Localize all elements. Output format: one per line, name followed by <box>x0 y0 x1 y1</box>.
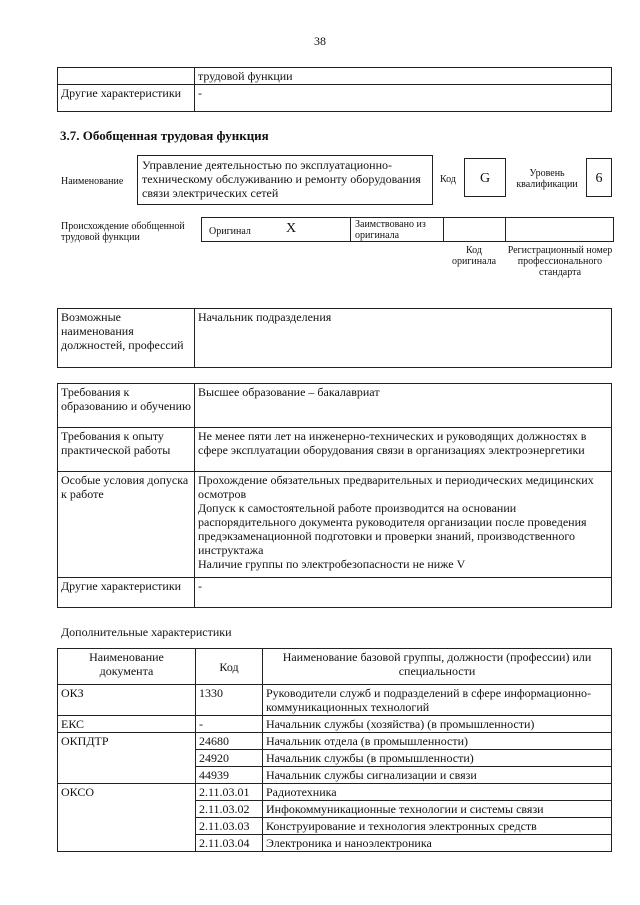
section-title: 3.7. Обобщенная трудовая функция <box>60 128 269 143</box>
header-cell: Код <box>196 649 263 685</box>
header-cell: Наименование документа <box>58 649 196 685</box>
name-cell: Радиотехника <box>263 784 612 801</box>
top-table-label: Другие характеристики <box>58 85 195 112</box>
code-cell: 2.11.03.01 <box>196 784 263 801</box>
name-cell: Электроника и наноэлектроника <box>263 835 612 852</box>
code-cell: 24920 <box>196 750 263 767</box>
top-table-value: - <box>195 85 612 112</box>
original-mark: X <box>286 221 297 236</box>
code-cell: 2.11.03.02 <box>196 801 263 818</box>
code-label: Код <box>440 174 456 185</box>
req-value: Не менее пяти лет на инженерно-технических и руководящих должностях в сфере эксплуатации оборудования связи в организациях электроэнергетики <box>195 428 612 472</box>
positions-table <box>57 308 612 368</box>
top-table-cell: трудовой функции <box>195 68 612 85</box>
divider <box>443 217 444 242</box>
doc-cell: ОКЗ <box>58 685 196 716</box>
req-label: Требования к образованию и обучению <box>58 384 195 428</box>
original-label: Оригинал <box>209 226 251 237</box>
origin-label: Происхождение обобщенной трудовой функции <box>61 221 185 243</box>
divider <box>505 217 506 242</box>
requirements-table <box>57 383 612 608</box>
req-label: Особые условия допуска к работе <box>58 472 195 578</box>
name-cell: Начальник отдела (в промышленности) <box>263 733 612 750</box>
req-value: Высшее образование – бакалавриат <box>195 384 612 428</box>
code-cell: 24680 <box>196 733 263 750</box>
req-value: - <box>195 578 612 608</box>
code-cell: 2.11.03.03 <box>196 818 263 835</box>
name-cell: Инфокоммуникационные технологии и системы связи <box>263 801 612 818</box>
origin-box <box>201 217 614 242</box>
level-value: 6 <box>586 158 612 197</box>
req-line: Наличие группы по электробезопасности не ниже V <box>198 557 466 571</box>
page-number: 38 <box>314 34 326 48</box>
code-cell: - <box>196 716 263 733</box>
divider <box>350 217 351 242</box>
header-cell: Наименование базовой группы, должности (профессии) или специальности <box>263 649 612 685</box>
positions-value: Начальник подразделения <box>195 309 612 368</box>
req-label: Другие характеристики <box>58 578 195 608</box>
name-cell: Конструирование и технология электронных средств <box>263 818 612 835</box>
additional-table <box>57 648 612 852</box>
name-cell: Начальник службы сигнализации и связи <box>263 767 612 784</box>
positions-label: Возможные наименования должностей, профессий <box>58 309 195 368</box>
name-label: Наименование <box>61 176 124 187</box>
additional-title: Дополнительные характеристики <box>61 625 232 639</box>
name-cell: Начальник службы (хозяйства) (в промышленности) <box>263 716 612 733</box>
req-label: Требования к опыту практической работы <box>58 428 195 472</box>
name-cell: Руководители служб и подразделений в сфере информационно-коммуникационных технологий <box>263 685 612 716</box>
code-cell: 1330 <box>196 685 263 716</box>
req-value <box>195 472 612 578</box>
level-label: Уровень квалификации <box>516 168 578 190</box>
doc-cell: ОКСО <box>58 784 196 852</box>
top-table <box>57 67 612 112</box>
code-cell: 2.11.03.04 <box>196 835 263 852</box>
doc-cell: ОКПДТР <box>58 733 196 784</box>
reg-caption: Регистрационный номер профессионального стандарта <box>507 245 613 278</box>
req-line: Допуск к самостоятельной работе производится на основании распорядительного документа руководителя организации после проведения предэкзаменационной подготовки и проверки знаний, производственного инструктажа <box>198 501 587 557</box>
doc-cell: ЕКС <box>58 716 196 733</box>
code-value: G <box>464 158 506 197</box>
req-line: Прохождение обязательных предварительных и периодических медицинских осмотров <box>198 473 594 501</box>
code-caption: Код оригинала <box>451 245 497 267</box>
borrowed-label: Заимствовано из оригинала <box>355 219 426 241</box>
function-name: Управление деятельностью по эксплуатационно-техническому обслуживанию и ремонту оборудования связи электрических сетей <box>137 155 433 205</box>
name-cell: Начальник службы (в промышленности) <box>263 750 612 767</box>
code-cell: 44939 <box>196 767 263 784</box>
